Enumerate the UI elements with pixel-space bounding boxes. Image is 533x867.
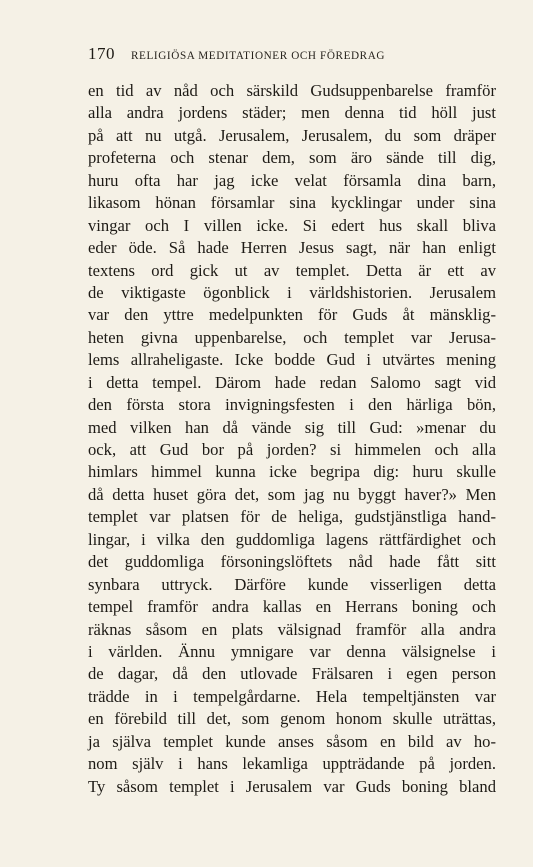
text-line: textens ord gick ut av templet. Detta är ett av bbox=[88, 260, 496, 280]
text-line: de dagar, då den utlovade Frälsaren i egen person bbox=[88, 664, 496, 684]
page-number: 170 bbox=[88, 44, 115, 63]
text-line: ock, att Gud bor på jorden? si himmelen och alla bbox=[88, 440, 496, 459]
text-line: Ty såsom templet i Jerusalem var Guds boning bland bbox=[88, 776, 496, 796]
text-line: himlars himmel kunna icke begripa dig: huru skulle bbox=[88, 462, 496, 482]
text-line: nom själv i hans lekamliga uppträdande på jorden. bbox=[88, 754, 496, 774]
text-line: ja själva templet kunde anses såsom en bild av ho- bbox=[88, 731, 496, 751]
running-title: RELIGIÖSA MEDITATIONER OCH FÖREDRAG bbox=[131, 50, 386, 62]
text-line: det guddomliga försoningslöftets nåd hade fått sitt bbox=[88, 552, 496, 572]
page-header bbox=[88, 44, 448, 66]
text-line: alla andra jordens städer; men denna tid höll just bbox=[88, 103, 496, 123]
text-line: vingar och I villen icke. Si edert hus skall bliva bbox=[88, 215, 496, 235]
text-line: i detta tempel. Därom hade redan Salomo sagt vid bbox=[88, 372, 496, 392]
text-line: med vilken han då vände sig till Gud: »menar du bbox=[88, 417, 496, 437]
text-line: lingar, i vilka den guddomliga lagens rättfärdighet och bbox=[88, 529, 496, 549]
text-line: likasom hönan församlar sina kycklingar under sina bbox=[88, 193, 496, 213]
text-line: synbara uttryck. Därföre kunde visserligen detta bbox=[88, 574, 496, 594]
text-line: templet var platsen för de heliga, gudstjänstliga hand- bbox=[88, 507, 496, 527]
text-line: eder öde. Så hade Herren Jesus sagt, när han enligt bbox=[88, 238, 496, 258]
text-line: den första stora invigningsfesten i den härliga bön, bbox=[88, 395, 496, 415]
text-line: profeterna och stenar dem, som äro sände till dig, bbox=[88, 148, 496, 168]
text-line: tempel framför andra kallas en Herrans boning och bbox=[88, 597, 496, 617]
text-line: lems allraheligaste. Icke bodde Gud i utvärtes mening bbox=[88, 350, 496, 370]
text-line: var den yttre medelpunkten för Guds åt mänsklig- bbox=[88, 305, 496, 325]
text-line: en förebild till det, som genom honom skulle uträttas, bbox=[88, 709, 496, 729]
text-line: på att nu utgå. Jerusalem, Jerusalem, du som dräper bbox=[88, 125, 496, 145]
body-text bbox=[88, 80, 496, 798]
text-line: de viktigaste ögonblick i världshistorien. Jerusalem bbox=[88, 282, 496, 302]
text-line: räknas såsom en plats välsignad framför alla andra bbox=[88, 619, 496, 639]
text-line: trädde in i tempelgårdarne. Hela tempeltjänsten var bbox=[88, 686, 496, 706]
text-line: då detta huset göra det, som jag nu byggt haver?» Men bbox=[88, 484, 496, 504]
text-line: heten givna uppenbarelse, och templet var Jerusa- bbox=[88, 327, 496, 347]
text-line: en tid av nåd och särskild Gudsuppenbarelse framför bbox=[88, 81, 496, 100]
text-line: i världen. Ännu ymnigare var denna välsignelse i bbox=[88, 641, 496, 661]
text-line: huru ofta har jag icke velat församla dina barn, bbox=[88, 170, 496, 190]
